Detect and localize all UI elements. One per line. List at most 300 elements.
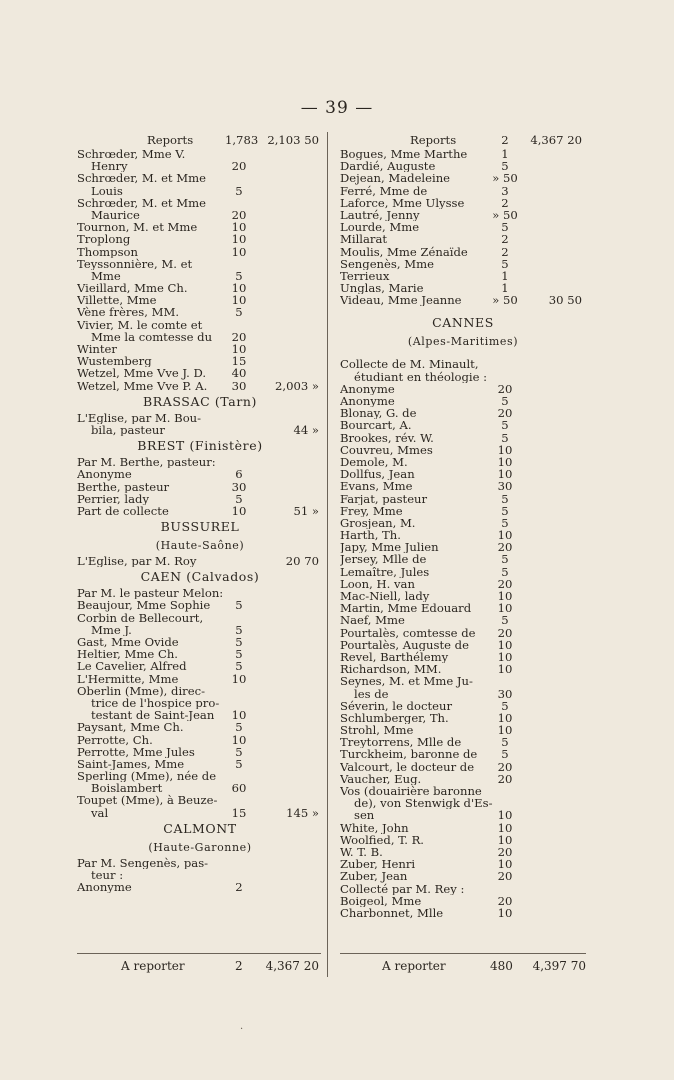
donor-row (77, 612, 323, 624)
donor-row (340, 432, 586, 444)
donation-amount: 20 (231, 159, 247, 174)
donation-amount: 10 (497, 454, 513, 469)
donor-name: Wetzel, Mme Vve J. D. (77, 367, 207, 380)
column-divider (327, 132, 328, 977)
donation-amount: 30 (231, 378, 247, 393)
donor-name: White, John (340, 821, 409, 834)
donation-amount: 20 (497, 625, 513, 640)
donor-row (77, 857, 323, 869)
donation-amount: 20 (231, 329, 247, 344)
donor-name: Woolfied, T. R. (340, 833, 424, 846)
donor-name: Louis (91, 184, 123, 197)
donor-name: Wustemberg (77, 355, 152, 368)
donor-name: Anonyme (77, 881, 132, 894)
donor-name: Heltier, Mme Ch. (77, 648, 178, 661)
donor-row (340, 822, 586, 834)
donation-amount: 5 (501, 515, 509, 530)
section-subheading (77, 537, 323, 555)
donor-row (77, 197, 323, 209)
donor-row (77, 869, 323, 881)
donor-name: trice de l'hospice pro- (91, 696, 220, 710)
donation-amount: 30 (497, 479, 513, 494)
donor-row (340, 419, 586, 431)
donor-row (340, 834, 586, 846)
donor-row (77, 685, 323, 697)
donation-amount: 10 (497, 637, 513, 652)
carry-forward-label: A reporter (121, 959, 185, 973)
donor-name: teur : (91, 869, 124, 882)
donor-row (77, 160, 323, 172)
section-title: BUSSUREL (160, 519, 240, 535)
donor-name: Harth, Th. (340, 529, 401, 542)
donor-name: Ferré, Mme de (340, 184, 428, 197)
donor-row (77, 306, 323, 318)
donor-name: Terrieux (340, 269, 390, 283)
donation-amount: 5 (235, 305, 243, 320)
donation-amount: 40 (231, 366, 247, 381)
page-number: — 39 — (300, 98, 374, 118)
donor-row (77, 355, 323, 367)
donor-row (77, 246, 323, 258)
subtotal: 51 » (293, 503, 319, 518)
donor-row (340, 383, 586, 395)
donor-row (340, 590, 586, 602)
subtotal: 30 50 (548, 293, 582, 308)
donor-row (77, 209, 323, 221)
donor-row (340, 160, 586, 172)
donation-amount: » 50 (492, 207, 518, 222)
donor-row (77, 746, 323, 758)
donor-row (77, 343, 323, 355)
donor-name: Blonay, G. de (340, 407, 417, 420)
donor-row (77, 697, 323, 709)
carry-forward-label: A reporter (382, 959, 446, 973)
right-footer (340, 958, 586, 974)
donor-name: Wetzel, Mme Vve P. A. (77, 379, 208, 392)
donor-name: Perrotte, Mme Jules (77, 745, 195, 758)
donor-name: Naef, Mme (340, 614, 405, 627)
donor-name: Pourtalès, Auguste de (340, 638, 469, 651)
donation-amount: 5 (235, 622, 243, 637)
donor-name: Dollfus, Jean (340, 468, 415, 481)
carry-forward-amount: 2 (235, 959, 243, 973)
donor-row (340, 270, 586, 282)
donation-amount: 10 (497, 601, 513, 616)
subtotal: 2,103 50 (267, 133, 319, 147)
donor-name: Japy, Mme Julien (340, 541, 439, 554)
donor-row (340, 221, 586, 233)
section-region: (Alpes-Maritimes) (407, 335, 519, 349)
donation-amount: 5 (235, 491, 243, 506)
donation-amount: 10 (497, 832, 513, 847)
donor-row (77, 319, 323, 331)
donor-row (77, 367, 323, 379)
donor-row (340, 148, 586, 160)
donation-amount: 5 (501, 220, 509, 235)
donor-row (340, 883, 586, 895)
donor-name: Collecte de M. Minault, (340, 358, 479, 371)
reports-label: Reports (147, 133, 194, 147)
donation-amount: 5 (235, 756, 243, 771)
subtotal: 44 » (293, 422, 319, 437)
donor-name: Lautré, Jenny (340, 208, 420, 222)
donation-amount: 10 (497, 820, 513, 835)
donor-name: Lemaître, Jules (340, 565, 430, 578)
donor-row (340, 578, 586, 590)
donation-amount: 2 (501, 133, 509, 147)
donation-amount: 5 (501, 430, 509, 445)
section-title: CANNES (432, 315, 494, 331)
reports-label: Reports (410, 133, 457, 147)
reports-row (77, 132, 323, 148)
donor-name: Turckheim, baronne de (340, 748, 478, 761)
donor-row (77, 468, 323, 480)
donation-amount: 10 (497, 905, 513, 920)
donor-row (340, 172, 586, 184)
section-region: (Haute-Saône) (155, 539, 245, 553)
donor-name: de), von Stenwigk d'Es- (354, 797, 493, 810)
donation-amount: 20 (497, 759, 513, 774)
donor-row (340, 688, 586, 700)
donor-row (77, 709, 323, 721)
donor-row (340, 602, 586, 614)
donation-amount: 10 (231, 244, 247, 259)
donor-name: Dardié, Auguste (340, 160, 436, 173)
donor-row (340, 748, 586, 760)
donor-name: étudiant en théologie : (354, 370, 488, 383)
donor-name: Strohl, Mme (340, 724, 414, 737)
donation-amount: 2 (501, 244, 509, 259)
donor-name: Valcourt, le docteur de (340, 760, 475, 773)
donor-name: W. T. B. (340, 845, 383, 859)
section-subheading (77, 839, 323, 857)
donor-row (77, 380, 323, 392)
donor-name: Mme (91, 269, 121, 283)
donation-amount: 10 (497, 723, 513, 738)
donor-row (340, 456, 586, 468)
donor-row (77, 456, 323, 468)
donor-name: bila, pasteur (91, 423, 165, 437)
donor-name: Schrœder, M. et Mme (77, 172, 207, 185)
spacer (340, 351, 586, 358)
subtotal: 20 70 (285, 554, 319, 569)
donation-amount: 20 (231, 207, 247, 222)
donor-row (340, 407, 586, 419)
donor-name: Seynes, M. et Mme Ju- (340, 675, 473, 688)
donation-amount: 20 (497, 869, 513, 884)
donor-row (77, 660, 323, 672)
donation-amount: 10 (497, 589, 513, 603)
donation-amount: 10 (497, 808, 513, 823)
donor-row (340, 258, 586, 270)
donor-name: Couvreu, Mmes (340, 443, 433, 456)
donation-amount: 20 (497, 406, 513, 421)
donation-amount: 20 (497, 576, 513, 591)
donor-row (77, 270, 323, 282)
donor-row (340, 358, 586, 370)
donor-name: Jersey, Mlle de (340, 553, 427, 566)
donation-amount: 5 (501, 394, 509, 408)
donation-amount: 10 (231, 293, 247, 308)
donation-amount: 5 (235, 720, 243, 735)
donation-amount: 20 (497, 771, 513, 786)
donor-row (340, 468, 586, 480)
donation-amount: 10 (231, 732, 247, 747)
donor-name: Videau, Mme Jeanne (340, 294, 462, 307)
donor-name: Le Cavelier, Alfred (77, 660, 187, 673)
donor-row (340, 797, 586, 809)
donor-row (77, 587, 323, 599)
donor-name: L'Eglise, par M. Bou- (77, 411, 202, 424)
donor-row (340, 724, 586, 736)
donation-amount: 5 (235, 598, 243, 613)
donation-amount: 1 (501, 281, 509, 296)
donor-name: Mme la comtesse du (91, 330, 213, 344)
right-column (340, 132, 586, 919)
donor-row (340, 870, 586, 882)
donor-row (340, 294, 586, 306)
donor-row (340, 395, 586, 407)
donation-amount: 20 (497, 893, 513, 908)
donor-row (340, 541, 586, 553)
donor-row (77, 282, 323, 294)
donation-amount: 3 (501, 183, 509, 198)
donor-name: Treytorrens, Mlle de (340, 736, 462, 749)
donor-name: Henry (91, 160, 128, 173)
donation-amount: 2 (235, 880, 243, 895)
donor-row (77, 721, 323, 733)
section-heading (77, 517, 323, 537)
donor-name: Villette, Mme (77, 294, 157, 307)
donation-amount: 5 (501, 735, 509, 750)
donor-name: Vène frères, MM. (77, 306, 180, 319)
donation-amount: 20 (497, 540, 513, 555)
carry-forward-total: 4,367 20 (265, 959, 319, 973)
donor-name: Bourcart, A. (340, 419, 412, 432)
donor-row (340, 493, 586, 505)
section-region: (Haute-Garonne) (148, 840, 252, 854)
donor-row (340, 785, 586, 797)
donor-row (340, 663, 586, 675)
donation-amount: 5 (235, 659, 243, 674)
section-subheading (340, 333, 586, 351)
donor-row (340, 736, 586, 748)
donation-amount: » 50 (492, 293, 518, 308)
donation-amount: 20 (497, 844, 513, 859)
carry-forward-total: 4,397 70 (532, 959, 586, 973)
donation-amount: 5 (501, 491, 509, 506)
left-footer (77, 958, 323, 974)
donor-name: Boigeol, Mme (340, 894, 422, 907)
donor-name: Teyssonnière, M. et (77, 257, 193, 270)
donor-name: Saint-James, Mme (77, 757, 185, 771)
donor-row (340, 197, 586, 209)
donation-amount: 10 (497, 442, 513, 457)
donor-name: Berthe, pasteur (77, 480, 170, 493)
donor-row (340, 809, 586, 821)
donor-row (77, 555, 323, 567)
donor-name: Laforce, Mme Ulysse (340, 196, 465, 209)
donation-amount: 5 (501, 747, 509, 762)
donor-row (77, 148, 323, 160)
donor-name: Grosjean, M. (340, 516, 416, 530)
donation-amount: 5 (501, 256, 509, 271)
donation-amount: 10 (497, 467, 513, 482)
donor-row (340, 627, 586, 639)
donation-amount: 5 (501, 564, 509, 579)
donor-row (77, 493, 323, 505)
subtotal: 145 » (286, 805, 319, 820)
donation-amount: 5 (501, 418, 509, 433)
donor-name: Zuber, Jean (340, 870, 408, 883)
donation-amount: 10 (231, 671, 247, 686)
section-heading (77, 567, 323, 587)
donor-name: Dejean, Madeleine (340, 172, 451, 185)
donor-name: Bogues, Mme Marthe (340, 148, 468, 161)
donor-row (340, 480, 586, 492)
donation-amount: 15 (231, 354, 247, 369)
donor-row (340, 371, 586, 383)
donation-amount: 10 (497, 662, 513, 677)
section-title: CALMONT (163, 820, 237, 836)
donation-amount: 5 (501, 552, 509, 567)
donation-amount: 5 (235, 268, 243, 283)
donation-amount: 5 (501, 613, 509, 628)
donation-amount: 10 (231, 220, 247, 235)
donor-name: Anonyme (340, 395, 395, 408)
donor-name: Winter (77, 343, 117, 356)
section-heading (340, 313, 586, 333)
donation-amount: 30 (231, 479, 247, 494)
donor-name: Anonyme (340, 382, 395, 396)
donor-row (340, 233, 586, 245)
donor-row (340, 773, 586, 785)
donation-amount: 5 (501, 159, 509, 174)
donation-amount: 5 (235, 635, 243, 649)
donor-name: Beaujour, Mme Sophie (77, 599, 211, 612)
donor-name: Richardson, MM. (340, 663, 442, 676)
donor-row (77, 185, 323, 197)
donation-amount: 10 (231, 708, 247, 723)
donor-name: Frey, Mme (340, 504, 403, 517)
ink-speck: · (240, 1024, 244, 1035)
donation-amount: 20 (497, 381, 513, 396)
donation-amount: 10 (497, 857, 513, 872)
donor-name: Séverin, le docteur (340, 699, 452, 712)
donor-row (77, 881, 323, 893)
donor-row (77, 636, 323, 648)
donor-name: Loon, H. van (340, 577, 415, 591)
donor-name: Zuber, Henri (340, 858, 416, 871)
subtotal: 2,003 » (275, 378, 319, 393)
donor-name: Mme J. (91, 623, 132, 637)
donor-row (340, 529, 586, 541)
donor-name: L'Hermitte, Mme (77, 672, 179, 685)
donation-amount: 60 (231, 781, 247, 796)
donor-name: Schlumberger, Th. (340, 711, 449, 725)
donor-row (340, 553, 586, 565)
donor-row (77, 734, 323, 746)
donor-name: Paysant, Mme Ch. (77, 721, 184, 734)
donor-row (340, 712, 586, 724)
donor-row (340, 761, 586, 773)
donor-row (77, 221, 323, 233)
donor-name: Evans, Mme (340, 480, 413, 493)
donor-row (340, 651, 586, 663)
donation-amount: 5 (501, 698, 509, 713)
donation-amount: 1 (501, 147, 509, 161)
donor-name: Brookes, rév. W. (340, 431, 434, 444)
donor-name: Revel, Barthélemy (340, 650, 449, 664)
donation-amount: 6 (235, 467, 243, 482)
donor-row (77, 258, 323, 270)
donor-row (340, 185, 586, 197)
donation-amount: 10 (497, 528, 513, 543)
donor-name: val (91, 806, 109, 819)
donor-name: Maurice (91, 208, 140, 222)
donor-row (77, 412, 323, 424)
donor-name: Anonyme (77, 468, 132, 481)
donor-name: Oberlin (Mme), direc- (77, 684, 205, 697)
donor-row (340, 907, 586, 919)
donor-name: Millarat (340, 233, 388, 246)
donor-name: Mac-Niell, lady (340, 590, 430, 603)
section-title: BRASSAC (Tarn) (142, 393, 258, 409)
donation-amount: 10 (497, 710, 513, 725)
donor-row (77, 758, 323, 770)
donor-row (77, 794, 323, 806)
donor-row (340, 700, 586, 712)
donor-name: Par M. le pasteur Melon: (77, 587, 224, 600)
donation-amount: 10 (231, 503, 247, 518)
donor-name: Vos (douairière baronne (340, 785, 482, 798)
donor-row (340, 675, 586, 687)
section-heading (77, 819, 323, 839)
donor-name: Vivier, M. le comte et (77, 318, 203, 331)
donor-name: Vaucher, Eug. (340, 772, 422, 786)
donor-name: Perrotte, Ch. (77, 733, 153, 746)
donor-name: Gast, Mme Ovide (77, 636, 179, 649)
donor-name: Troplong (77, 233, 131, 246)
donor-row (340, 505, 586, 517)
donor-name: L'Eglise, par M. Roy (77, 555, 197, 568)
donor-name: Collecté par M. Rey : (340, 882, 465, 895)
donor-name: Part de collecte (77, 504, 169, 518)
donation-amount: 10 (231, 232, 247, 247)
donor-name: Par M. Berthe, pasteur: (77, 456, 216, 469)
donor-name: Corbin de Bellecourt, (77, 611, 204, 624)
donor-row (77, 481, 323, 493)
donor-name: Sengenès, Mme (340, 257, 434, 270)
donor-name: Perrier, lady (77, 492, 150, 505)
section-heading (77, 436, 323, 456)
donor-row (340, 846, 586, 858)
left-footer-rule (77, 953, 321, 954)
donor-row (77, 770, 323, 782)
donation-amount: 1,783 (225, 133, 259, 147)
donor-name: Sperling (Mme), née de (77, 770, 217, 783)
donor-row (340, 614, 586, 626)
subtotal: 4,367 20 (530, 133, 582, 147)
donor-row (340, 566, 586, 578)
donor-name: Toupet (Mme), à Beuze- (77, 794, 218, 807)
donor-row (340, 895, 586, 907)
donor-row (77, 505, 323, 517)
donation-amount: 10 (231, 281, 247, 296)
donor-row (77, 599, 323, 611)
donor-name: Boislambert (91, 782, 163, 795)
donor-name: Martin, Mme Edouard (340, 602, 472, 615)
